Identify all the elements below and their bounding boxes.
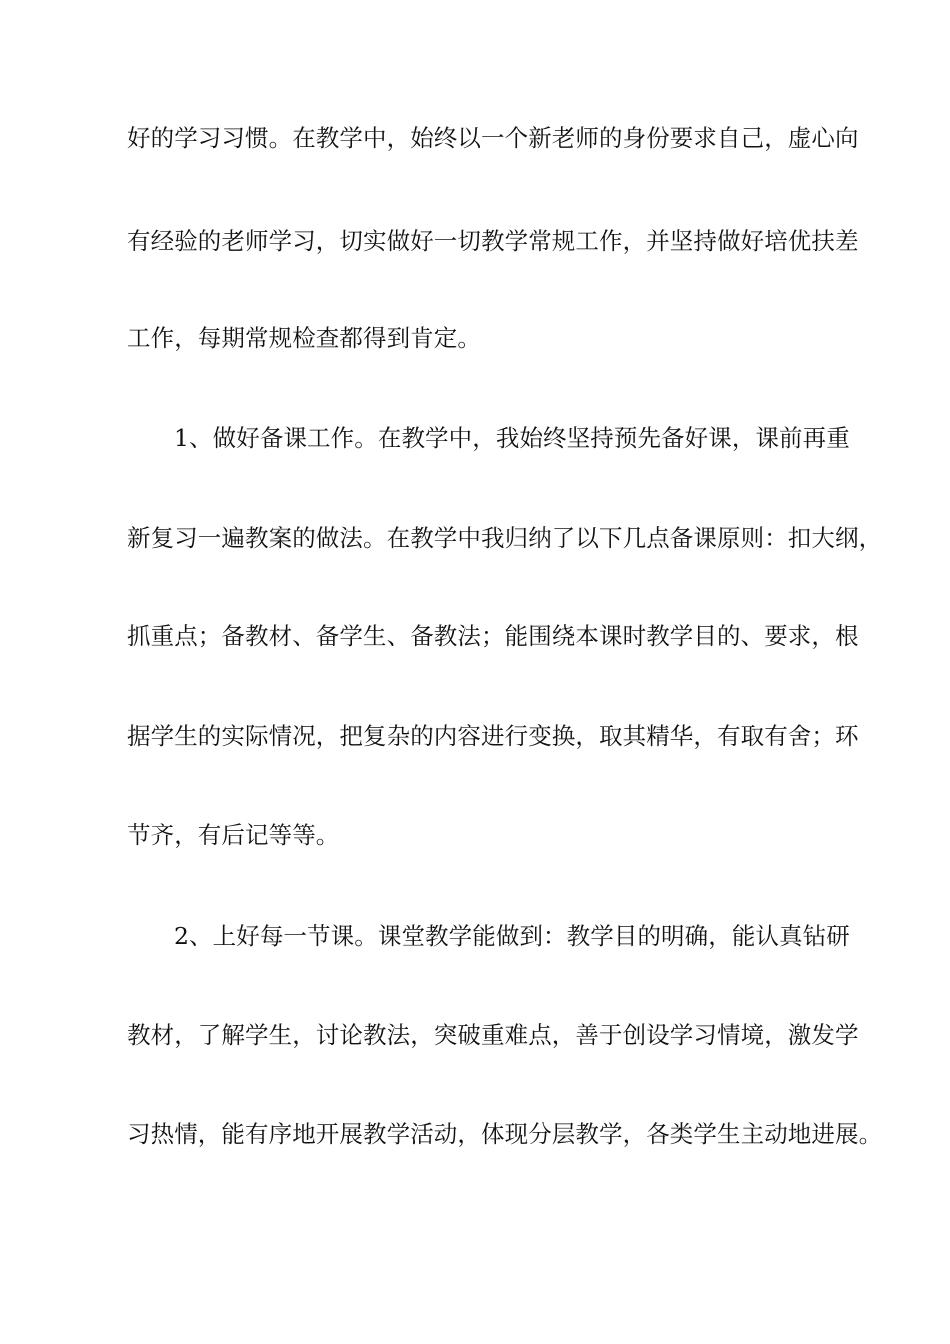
paragraph-2-line-1: 2、上好每一节课。课堂教学能做到：教学目的明确，能认真钻研 [174,922,850,950]
paragraph-1-line-1: 1、做好备课工作。在教学中，我始终坚持预先备好课，课前再重 [174,424,850,452]
paragraph-2-line-3: 习热情，能有序地开展教学活动，体现分层教学，各类学生主动地进展。 [127,1120,883,1148]
paragraph-1-line-3: 抓重点；备教材、备学生、备教法；能围绕本课时教学目的、要求，根 [127,622,859,650]
text-line-3: 工作，每期常规检查都得到肯定。 [127,324,481,352]
text-line-2: 有经验的老师学习，切实做好一切教学常规工作，并坚持做好培优扶差 [127,227,859,255]
paragraph-1-line-4: 据学生的实际情况，把复杂的内容进行变换，取其精华，有取有舍；环 [127,722,859,750]
paragraph-2-line-2: 教材，了解学生，讨论教法，突破重难点，善于创设学习情境，激发学 [127,1021,859,1049]
text-line-1: 好的学习习惯。在教学中，始终以一个新老师的身份要求自己，虚心向 [127,124,859,152]
paragraph-1-line-5: 节齐，有后记等等。 [127,821,340,849]
paragraph-1-line-2: 新复习一遍教案的做法。在教学中我归纳了以下几点备课原则：扣大纲， [127,524,883,552]
